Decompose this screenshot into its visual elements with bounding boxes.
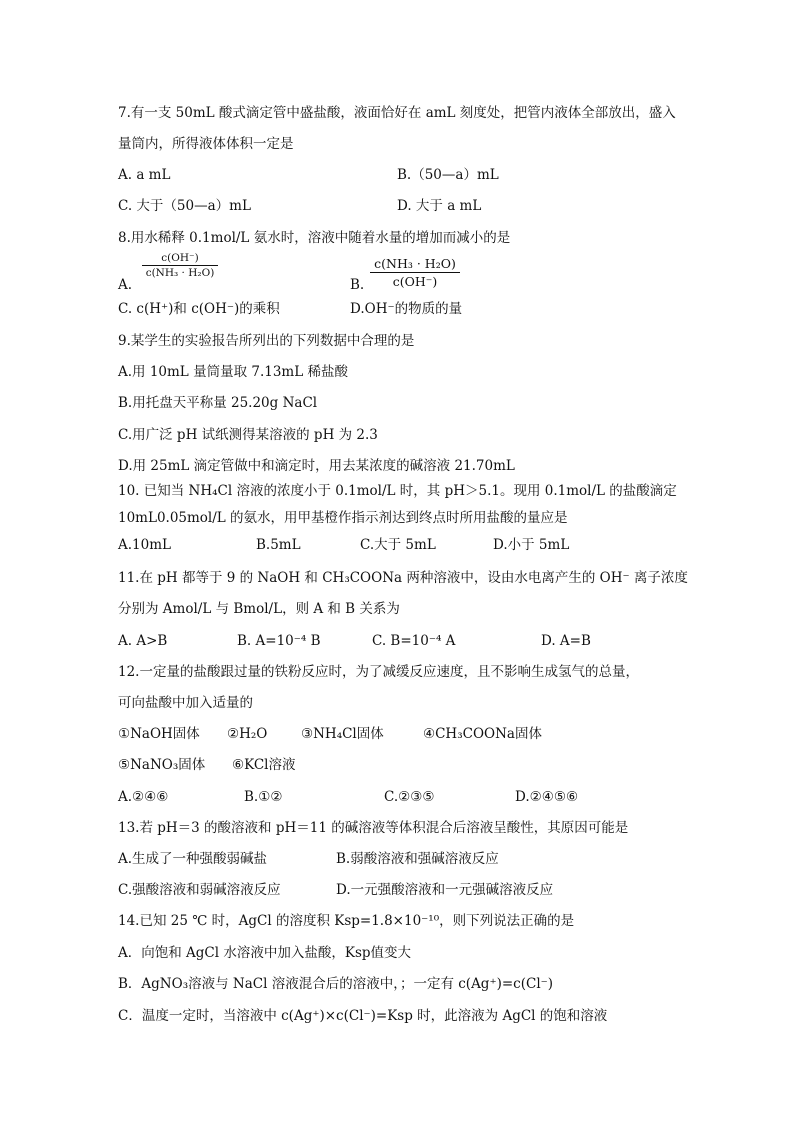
q9-option-d: D.用 25mL 滴定管做中和滴定时，用去某浓度的碱溶液 21.70mL bbox=[118, 458, 515, 474]
q11-option-c: C. B=10⁻⁴ A bbox=[372, 633, 456, 649]
q12-item-3: ③NH₄Cl固体 bbox=[301, 726, 384, 742]
q8-option-a-denominator: c(NH₃ · H₂O) bbox=[145, 267, 215, 279]
q8-option-b-denominator: c(OH⁻) bbox=[392, 274, 438, 289]
q10-option-a: A.10mL bbox=[118, 537, 171, 553]
q7-option-c: C. 大于（50—a）mL bbox=[118, 198, 251, 214]
fraction-bar bbox=[142, 265, 218, 266]
q10-option-b: B.5mL bbox=[256, 537, 301, 553]
q7-stem-line1: 7.有一支 50mL 酸式滴定管中盛盐酸，液面恰好在 amL 刻度处，把管内液体全部放出，盛入 bbox=[118, 105, 676, 121]
q9-option-c: C.用广泛 pH 试纸测得某溶液的 pH 为 2.3 bbox=[118, 427, 378, 443]
q14-option-b: B．AgNO₃溶液与 NaCl 溶液混合后的溶液中，；一定有 c(Ag⁺)=c(Cl⁻) bbox=[118, 976, 554, 992]
q12-option-b: B.①② bbox=[244, 789, 283, 805]
q9-option-b: B.用托盘天平称量 25.20g NaCl bbox=[118, 395, 318, 411]
q13-option-b: B.弱酸溶液和强碱溶液反应 bbox=[336, 851, 499, 867]
q12-option-a: A.②④⑥ bbox=[118, 789, 169, 805]
q8-option-c: C. c(H⁺)和 c(OH⁻)的乘积 bbox=[118, 301, 280, 317]
q10-stem-line1: 10. 已知当 NH₄Cl 溶液的浓度小于 0.1mol/L 时，其 pH＞5.1。现用 0.1mol/L 的盐酸滴定 bbox=[118, 483, 677, 499]
q13-stem: 13.若 pH＝3 的酸溶液和 pH＝11 的碱溶液等体积混合后溶液呈酸性，其原因可能是 bbox=[118, 820, 629, 836]
q12-option-c: C.②③⑤ bbox=[384, 789, 435, 805]
q11-option-a: A. A>B bbox=[118, 633, 168, 649]
q8-option-a-label: A. bbox=[118, 277, 133, 293]
fraction-bar bbox=[370, 272, 460, 273]
q10-option-c: C.大于 5mL bbox=[360, 537, 436, 553]
q12-item-2: ②H₂O bbox=[227, 726, 268, 742]
q8-option-b-fraction bbox=[370, 256, 460, 289]
q12-option-d: D.②④⑤⑥ bbox=[515, 789, 579, 805]
q7-stem-line2: 量筒内，所得液体体积一定是 bbox=[118, 136, 294, 152]
q7-option-a: A. a mL bbox=[118, 167, 171, 183]
q12-stem-line1: 12.一定量的盐酸跟过量的铁粉反应时，为了减缓反应速度，且不影响生成氢气的总量， bbox=[118, 664, 639, 680]
q12-item-5: ⑤NaNO₃固体 bbox=[118, 757, 206, 773]
q11-option-d: D. A=B bbox=[541, 633, 591, 649]
q10-option-d: D.小于 5mL bbox=[493, 537, 570, 553]
q12-item-1: ①NaOH固体 bbox=[118, 726, 200, 742]
q8-option-a-numerator: c(OH⁻) bbox=[161, 252, 199, 264]
q8-stem: 8.用水稀释 0.1mol/L 氨水时，溶液中随着水量的增加而减小的是 bbox=[118, 230, 511, 246]
q14-option-c: C．温度一定时，当溶液中 c(Ag⁺)×c(Cl⁻)=Ksp 时，此溶液为 AgCl 的饱和溶液 bbox=[118, 1008, 608, 1024]
q7-option-b: B.（50—a）mL bbox=[397, 167, 499, 183]
q11-stem-line2: 分别为 Amol/L 与 Bmol/L，则 A 和 B 关系为 bbox=[118, 601, 400, 617]
q8-option-b-numerator: c(NH₃ · H₂O) bbox=[374, 256, 456, 271]
q13-option-c: C.强酸溶液和弱碱溶液反应 bbox=[118, 882, 281, 898]
q11-option-b: B. A=10⁻⁴ B bbox=[237, 633, 321, 649]
q8-option-b-label: B. bbox=[350, 277, 365, 293]
q14-option-a: A．向饱和 AgCl 水溶液中加入盐酸，Ksp值变大 bbox=[118, 945, 412, 961]
q12-stem-line2: 可向盐酸中加入适量的 bbox=[118, 695, 253, 711]
q9-option-a: A.用 10mL 量筒量取 7.13mL 稀盐酸 bbox=[118, 364, 348, 380]
q13-option-d: D.一元强酸溶液和一元强碱溶液反应 bbox=[336, 882, 554, 898]
q8-option-d: D.OH⁻的物质的量 bbox=[350, 301, 463, 317]
q12-item-6: ⑥KCl溶液 bbox=[232, 757, 296, 773]
q13-option-a: A.生成了一种强酸弱碱盐 bbox=[118, 851, 268, 867]
q10-stem-line2: 10mL0.05mol/L 的氨水，用甲基橙作指示剂达到终点时所用盐酸的量应是 bbox=[118, 510, 568, 526]
q11-stem-line1: 11.在 pH 都等于 9 的 NaOH 和 CH₃COONa 两种溶液中，设由水电离产生的 OH⁻ 离子浓度 bbox=[118, 570, 688, 586]
q7-option-d: D. 大于 a mL bbox=[397, 198, 482, 214]
q8-option-a-fraction bbox=[142, 252, 218, 279]
q14-stem: 14.已知 25 ℃ 时，AgCl 的溶度积 Ksp=1.8×10⁻¹⁰，则下列说法正确的是 bbox=[118, 913, 575, 929]
q9-stem: 9.某学生的实验报告所列出的下列数据中合理的是 bbox=[118, 333, 415, 349]
q12-item-4: ④CH₃COONa固体 bbox=[423, 726, 542, 742]
